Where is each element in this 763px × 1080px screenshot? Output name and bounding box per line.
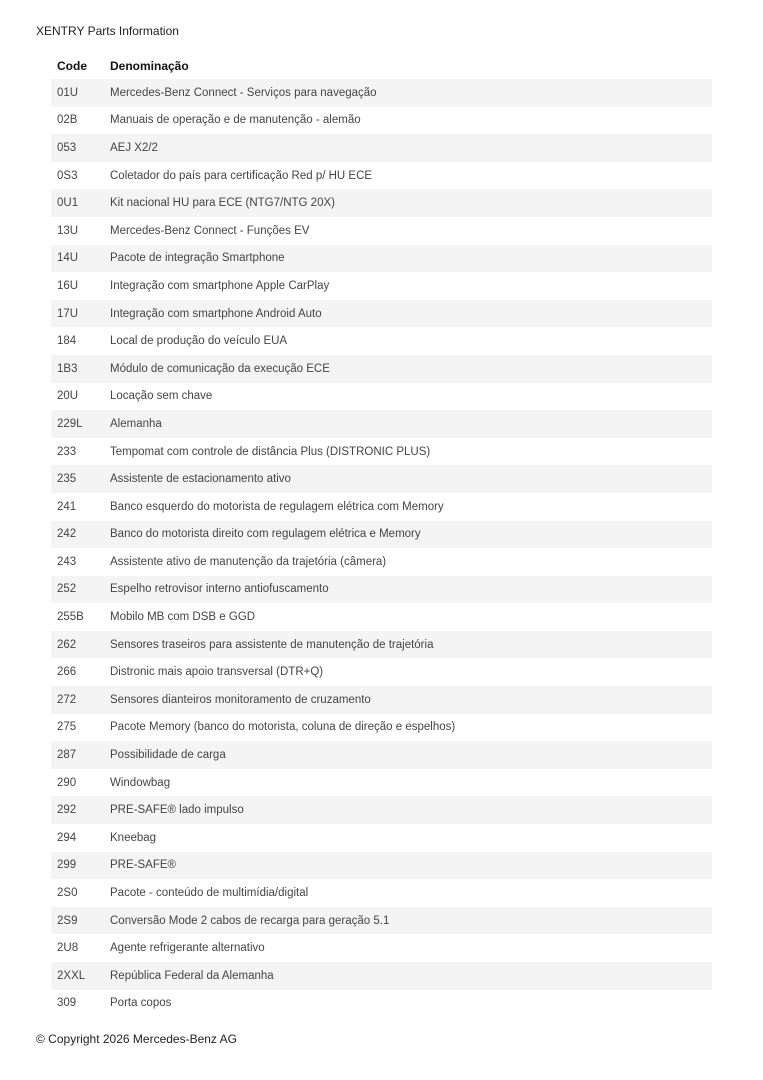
row-description: Tempomat com controle de distância Plus (DISTRONIC PLUS) xyxy=(110,445,431,458)
footer-copyright: © Copyright 2026 Mercedes-Benz AG xyxy=(36,1032,237,1046)
table-row xyxy=(51,714,712,742)
row-code: 229L xyxy=(57,417,83,430)
row-description: Mercedes-Benz Connect - Serviços para navegação xyxy=(110,86,377,99)
row-code: 287 xyxy=(57,749,77,762)
row-description: Kit nacional HU para ECE (NTG7/NTG 20X) xyxy=(110,197,335,210)
table-row xyxy=(51,383,712,411)
row-code: 272 xyxy=(57,693,77,706)
table-row xyxy=(51,217,712,245)
row-code: 290 xyxy=(57,776,77,789)
table-row xyxy=(51,686,712,714)
table-row xyxy=(51,879,712,907)
table-row xyxy=(51,631,712,659)
table-row xyxy=(51,934,712,962)
table-row xyxy=(51,990,712,1018)
row-code: 242 xyxy=(57,528,77,541)
table-row xyxy=(51,824,712,852)
row-code: 241 xyxy=(57,500,77,513)
table-row xyxy=(51,79,712,107)
row-code: 14U xyxy=(57,252,79,265)
row-description: Módulo de comunicação da execução ECE xyxy=(110,362,330,375)
row-code: 1B3 xyxy=(57,362,78,375)
row-description: Sensores traseiros para assistente de manutenção de trajetória xyxy=(110,638,434,651)
row-description: Kneebag xyxy=(110,831,157,844)
row-description: Sensores dianteiros monitoramento de cruzamento xyxy=(110,693,371,706)
row-code: 0S3 xyxy=(57,169,78,182)
table-row xyxy=(51,189,712,217)
row-code: 299 xyxy=(57,859,77,872)
row-code: 292 xyxy=(57,804,77,817)
row-description: Integração com smartphone Android Auto xyxy=(110,307,322,320)
row-code: 17U xyxy=(57,307,79,320)
row-description: Locação sem chave xyxy=(110,390,213,403)
row-description: PRE-SAFE® xyxy=(110,859,176,872)
table-body xyxy=(51,79,712,1017)
column-header-description: Denominação xyxy=(110,58,189,73)
table-row xyxy=(51,576,712,604)
column-header-code: Code xyxy=(57,58,87,73)
row-description: Manuais de operação e de manutenção - alemão xyxy=(110,114,361,127)
table-row xyxy=(51,107,712,135)
row-code: 262 xyxy=(57,638,77,651)
row-code: 2U8 xyxy=(57,942,79,955)
table-row xyxy=(51,852,712,880)
row-description: Pacote - conteúdo de multimídia/digital xyxy=(110,887,309,900)
row-description: Mercedes-Benz Connect - Funções EV xyxy=(110,224,310,237)
row-description: República Federal da Alemanha xyxy=(110,969,274,982)
table-row xyxy=(51,548,712,576)
table-row xyxy=(51,769,712,797)
row-code: 233 xyxy=(57,445,77,458)
row-description: PRE-SAFE® lado impulso xyxy=(110,804,244,817)
row-code: 16U xyxy=(57,279,79,292)
row-code: 266 xyxy=(57,666,77,679)
row-description: Banco do motorista direito com regulagem elétrica e Memory xyxy=(110,528,421,541)
table-row xyxy=(51,162,712,190)
row-code: 2S0 xyxy=(57,887,78,900)
row-code: 243 xyxy=(57,555,77,568)
table-row xyxy=(51,962,712,990)
table-row xyxy=(51,410,712,438)
row-description: Conversão Mode 2 cabos de recarga para geração 5.1 xyxy=(110,914,390,927)
table-row xyxy=(51,741,712,769)
row-code: 2XXL xyxy=(57,969,86,982)
row-description: Banco esquerdo do motorista de regulagem elétrica com Memory xyxy=(110,500,444,513)
row-description: Distronic mais apoio transversal (DTR+Q) xyxy=(110,666,324,679)
table-row xyxy=(51,245,712,273)
row-description: Assistente ativo de manutenção da trajetória (câmera) xyxy=(110,555,387,568)
row-code: 294 xyxy=(57,831,77,844)
table-row xyxy=(51,134,712,162)
table-row xyxy=(51,658,712,686)
table-row xyxy=(51,796,712,824)
row-description: Agente refrigerante alternativo xyxy=(110,942,265,955)
row-code: 2S9 xyxy=(57,914,78,927)
table-row xyxy=(51,465,712,493)
row-code: 02B xyxy=(57,114,78,127)
row-code: 01U xyxy=(57,86,79,99)
row-code: 13U xyxy=(57,224,79,237)
row-description: Assistente de estacionamento ativo xyxy=(110,473,291,486)
row-description: Pacote de integração Smartphone xyxy=(110,252,285,265)
row-code: 255B xyxy=(57,611,84,624)
page-header-title: XENTRY Parts Information xyxy=(36,24,179,38)
row-code: 309 xyxy=(57,997,77,1010)
table-row xyxy=(51,438,712,466)
row-description: Possibilidade de carga xyxy=(110,749,226,762)
table-row xyxy=(51,300,712,328)
table-row xyxy=(51,272,712,300)
table-header-row xyxy=(51,52,712,79)
row-code: 252 xyxy=(57,583,77,596)
row-description: Alemanha xyxy=(110,417,162,430)
table-row xyxy=(51,907,712,935)
parts-table xyxy=(51,52,712,1017)
row-code: 275 xyxy=(57,721,77,734)
table-row xyxy=(51,327,712,355)
row-code: 184 xyxy=(57,335,77,348)
row-description: Windowbag xyxy=(110,776,171,789)
row-code: 053 xyxy=(57,141,77,154)
table-row xyxy=(51,603,712,631)
row-description: Pacote Memory (banco do motorista, coluna de direção e espelhos) xyxy=(110,721,456,734)
table-row xyxy=(51,521,712,549)
row-description: Local de produção do veículo EUA xyxy=(110,335,288,348)
row-description: Coletador do país para certificação Red p/ HU ECE xyxy=(110,169,373,182)
row-description: Mobilo MB com DSB e GGD xyxy=(110,611,256,624)
row-code: 20U xyxy=(57,390,79,403)
row-description: Integração com smartphone Apple CarPlay xyxy=(110,279,330,292)
row-description: AEJ X2/2 xyxy=(110,141,158,154)
row-description: Espelho retrovisor interno antiofuscamento xyxy=(110,583,329,596)
table-row xyxy=(51,355,712,383)
row-code: 0U1 xyxy=(57,197,79,210)
table-row xyxy=(51,493,712,521)
row-code: 235 xyxy=(57,473,77,486)
row-description: Porta copos xyxy=(110,997,172,1010)
